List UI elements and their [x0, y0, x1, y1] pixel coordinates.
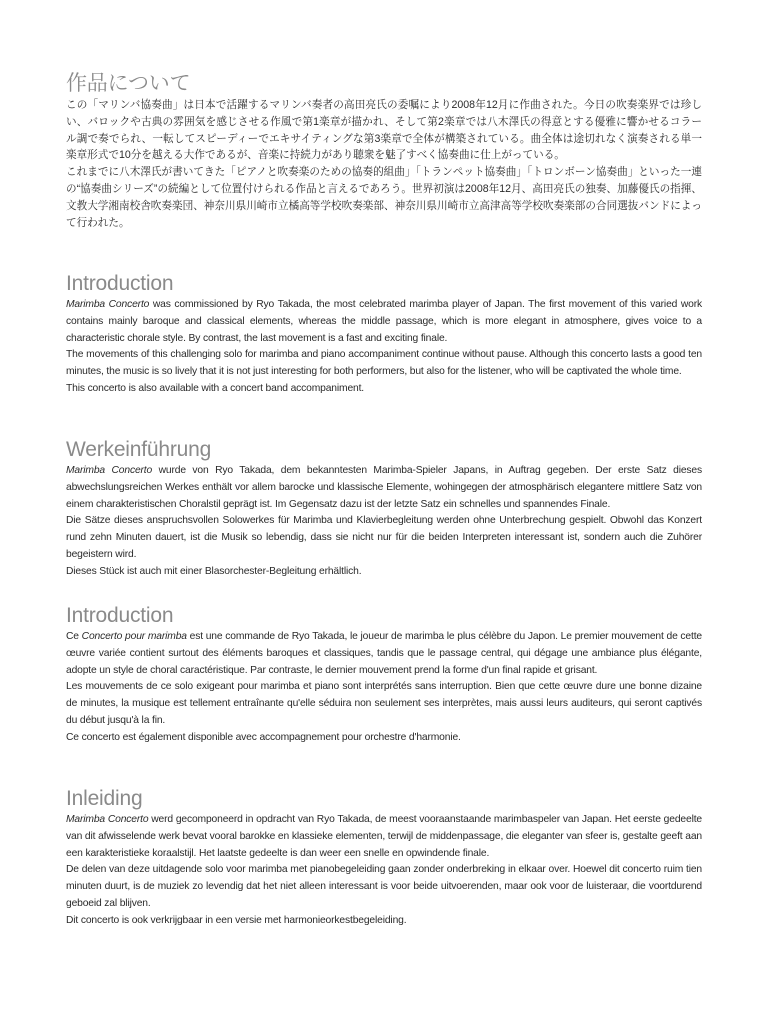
work-title: Marimba Concerto [66, 814, 149, 825]
paragraph: De delen van deze uitdagende solo voor marimba met pianobegeleiding gaan zonder onderbreking in elkaar over. Hoewel dit concerto ruim tien minuten duurt, is de muziek zo levendig dat het niet alleen interessant is voor beide uitvoerenden, maar ook voor de luisteraar, die voortdurend geboeid zal blijven. [66, 864, 702, 909]
paragraph: この「マリンバ協奏曲」は日本で活躍するマリンバ奏者の高田亮氏の委嘱により2008年12月に作曲された。今日の吹奏楽界では珍しい、バロックや古典の雰囲気を感じさせる作風で第1楽章が描かれ、そして第2楽章では八木澤氏の得意とする優雅に響かせるコラール調で奏でられ、一転してスピーディーでエキサイティングな第3楽章で全体が構築されている。曲全体は途切れなく演奏される単一楽章形式で10分を越える大作であるが、音楽に持続力があり聴衆を魅了すべく協奏曲に仕上がっている。 [66, 99, 702, 162]
section-heading-french: Introduction [66, 604, 174, 627]
paragraph [66, 297, 702, 347]
work-title: Marimba Concerto [66, 299, 150, 310]
section-dutch [66, 786, 702, 930]
section-japanese [66, 71, 702, 231]
paragraph: Die Sätze dieses anspruchsvollen Solowerkes für Marimba und Klavierbegleitung werden ohne Unterbrechung gespielt. Obwohl das Konzert rund zehn Minuten dauert, ist die Musik so lebendig, dass sie nicht nur für die beiden Interpreten interessant ist, sondern auch die Zuhörer begeistern wird. [66, 515, 702, 560]
section-heading-japanese: 作品について [66, 72, 191, 95]
paragraph-text: werd gecomponeerd in opdracht van Ryo Takada, de meest vooraanstaande marimbaspeler van Japan. Het eerste gedeelte van dit afwisselende werk bevat vooral barokke en klassieke elementen, terwijl de middenpassage, die eleganter van sfeer is, gestalte geeft aan een karakteristieke koraalstijl. Het laatste gedeelte is dan weer een snelle en opwindende finale. [66, 814, 702, 859]
section-heading-dutch: Inleiding [66, 787, 143, 810]
paragraph: Dieses Stück ist auch mit einer Blasorchester-Begleitung erhältlich. [66, 565, 362, 577]
paragraph: これまでに八木澤氏が書いてきた「ピアノと吹奏楽のための協奏的組曲」「トランペット協奏曲」「トロンボーン協奏曲」といった一連の“協奏曲シリーズ”の続編として位置付けられる作品と言えるであろう。世界初演は2008年12月、高田亮氏の独奏、加藤優氏の指揮、文教大学湘南校舎吹奏楽団、神奈川県川崎市立橘高等学校吹奏楽部、神奈川県川崎市立高津高等学校吹奏楽部の合同選抜バンドによって行われた。 [66, 166, 702, 229]
paragraph: Ce concerto est également disponible avec accompagnement pour orchestre d'harmonie. [66, 731, 461, 743]
section-german [66, 437, 702, 581]
document-page [66, 68, 703, 926]
paragraph: Les mouvements de ce solo exigeant pour marimba et piano sont interprétés sans interruption. Bien que cette œuvre dure une bonne dizaine de minutes, la musique est tellement entraînante qu'elle séduira non seulement ses interprètes, mais aussi leurs auditeurs, qui seront captivés du début jusqu'à la fin. [66, 681, 702, 726]
work-title: Marimba Concerto [66, 465, 153, 476]
paragraph [66, 463, 702, 513]
paragraph-text: Ce [66, 631, 82, 642]
work-title: Concerto pour marimba [81, 631, 187, 642]
paragraph: The movements of this challenging solo for marimba and piano accompaniment continue without pause. Although this concerto lasts a good ten minutes, the music is so lively that it is not just interesting for both performers, but also for the listener, who will be captivated the whole time. [66, 349, 702, 378]
paragraph-text: wurde von Ryo Takada, dem bekanntesten Marimba-Spieler Japans, in Auftrag gegeben. Der erste Satz dieses abwechslungsreichen Werkes enthält vor allem barocke und klassische Elemente, wohingegen der atmosphärisch elegantere mittlere Satz von einem charakteristischen Choralstil geprägt ist. Im Gegensatz dazu ist der letzte Satz ein schnelles und spannendes Finale. [66, 465, 702, 510]
section-english [66, 271, 702, 398]
paragraph-text: est une commande de Ryo Takada, le joueur de marimba le plus célèbre du Japon. Le premier mouvement de cette œuvre variée contient surtout des éléments baroques et classiques, tandis que le passage central, qui dégage une ambiance plus élégante, adopte un style de choral caractéristique. Par contraste, le dernier mouvement prend la forme d'un final rapide et grisant. [66, 631, 703, 676]
paragraph: This concerto is also available with a concert band accompaniment. [66, 382, 365, 394]
paragraph-text: was commissioned by Ryo Takada, the most celebrated marimba player of Japan. The first movement of this varied work contains mainly baroque and classical elements, whereas the middle passage, which is more elegant in atmosphere, gives voice to a characteristic chorale style. By contrast, the last movement is a fast and exciting finale. [66, 299, 703, 344]
section-heading-english: Introduction [66, 272, 174, 295]
paragraph [66, 812, 702, 862]
paragraph: Dit concerto is ook verkrijgbaar in een versie met harmonieorkestbegeleiding. [66, 914, 407, 926]
paragraph [66, 629, 702, 679]
section-heading-german: Werkeinführung [66, 438, 212, 461]
section-french [66, 603, 702, 747]
